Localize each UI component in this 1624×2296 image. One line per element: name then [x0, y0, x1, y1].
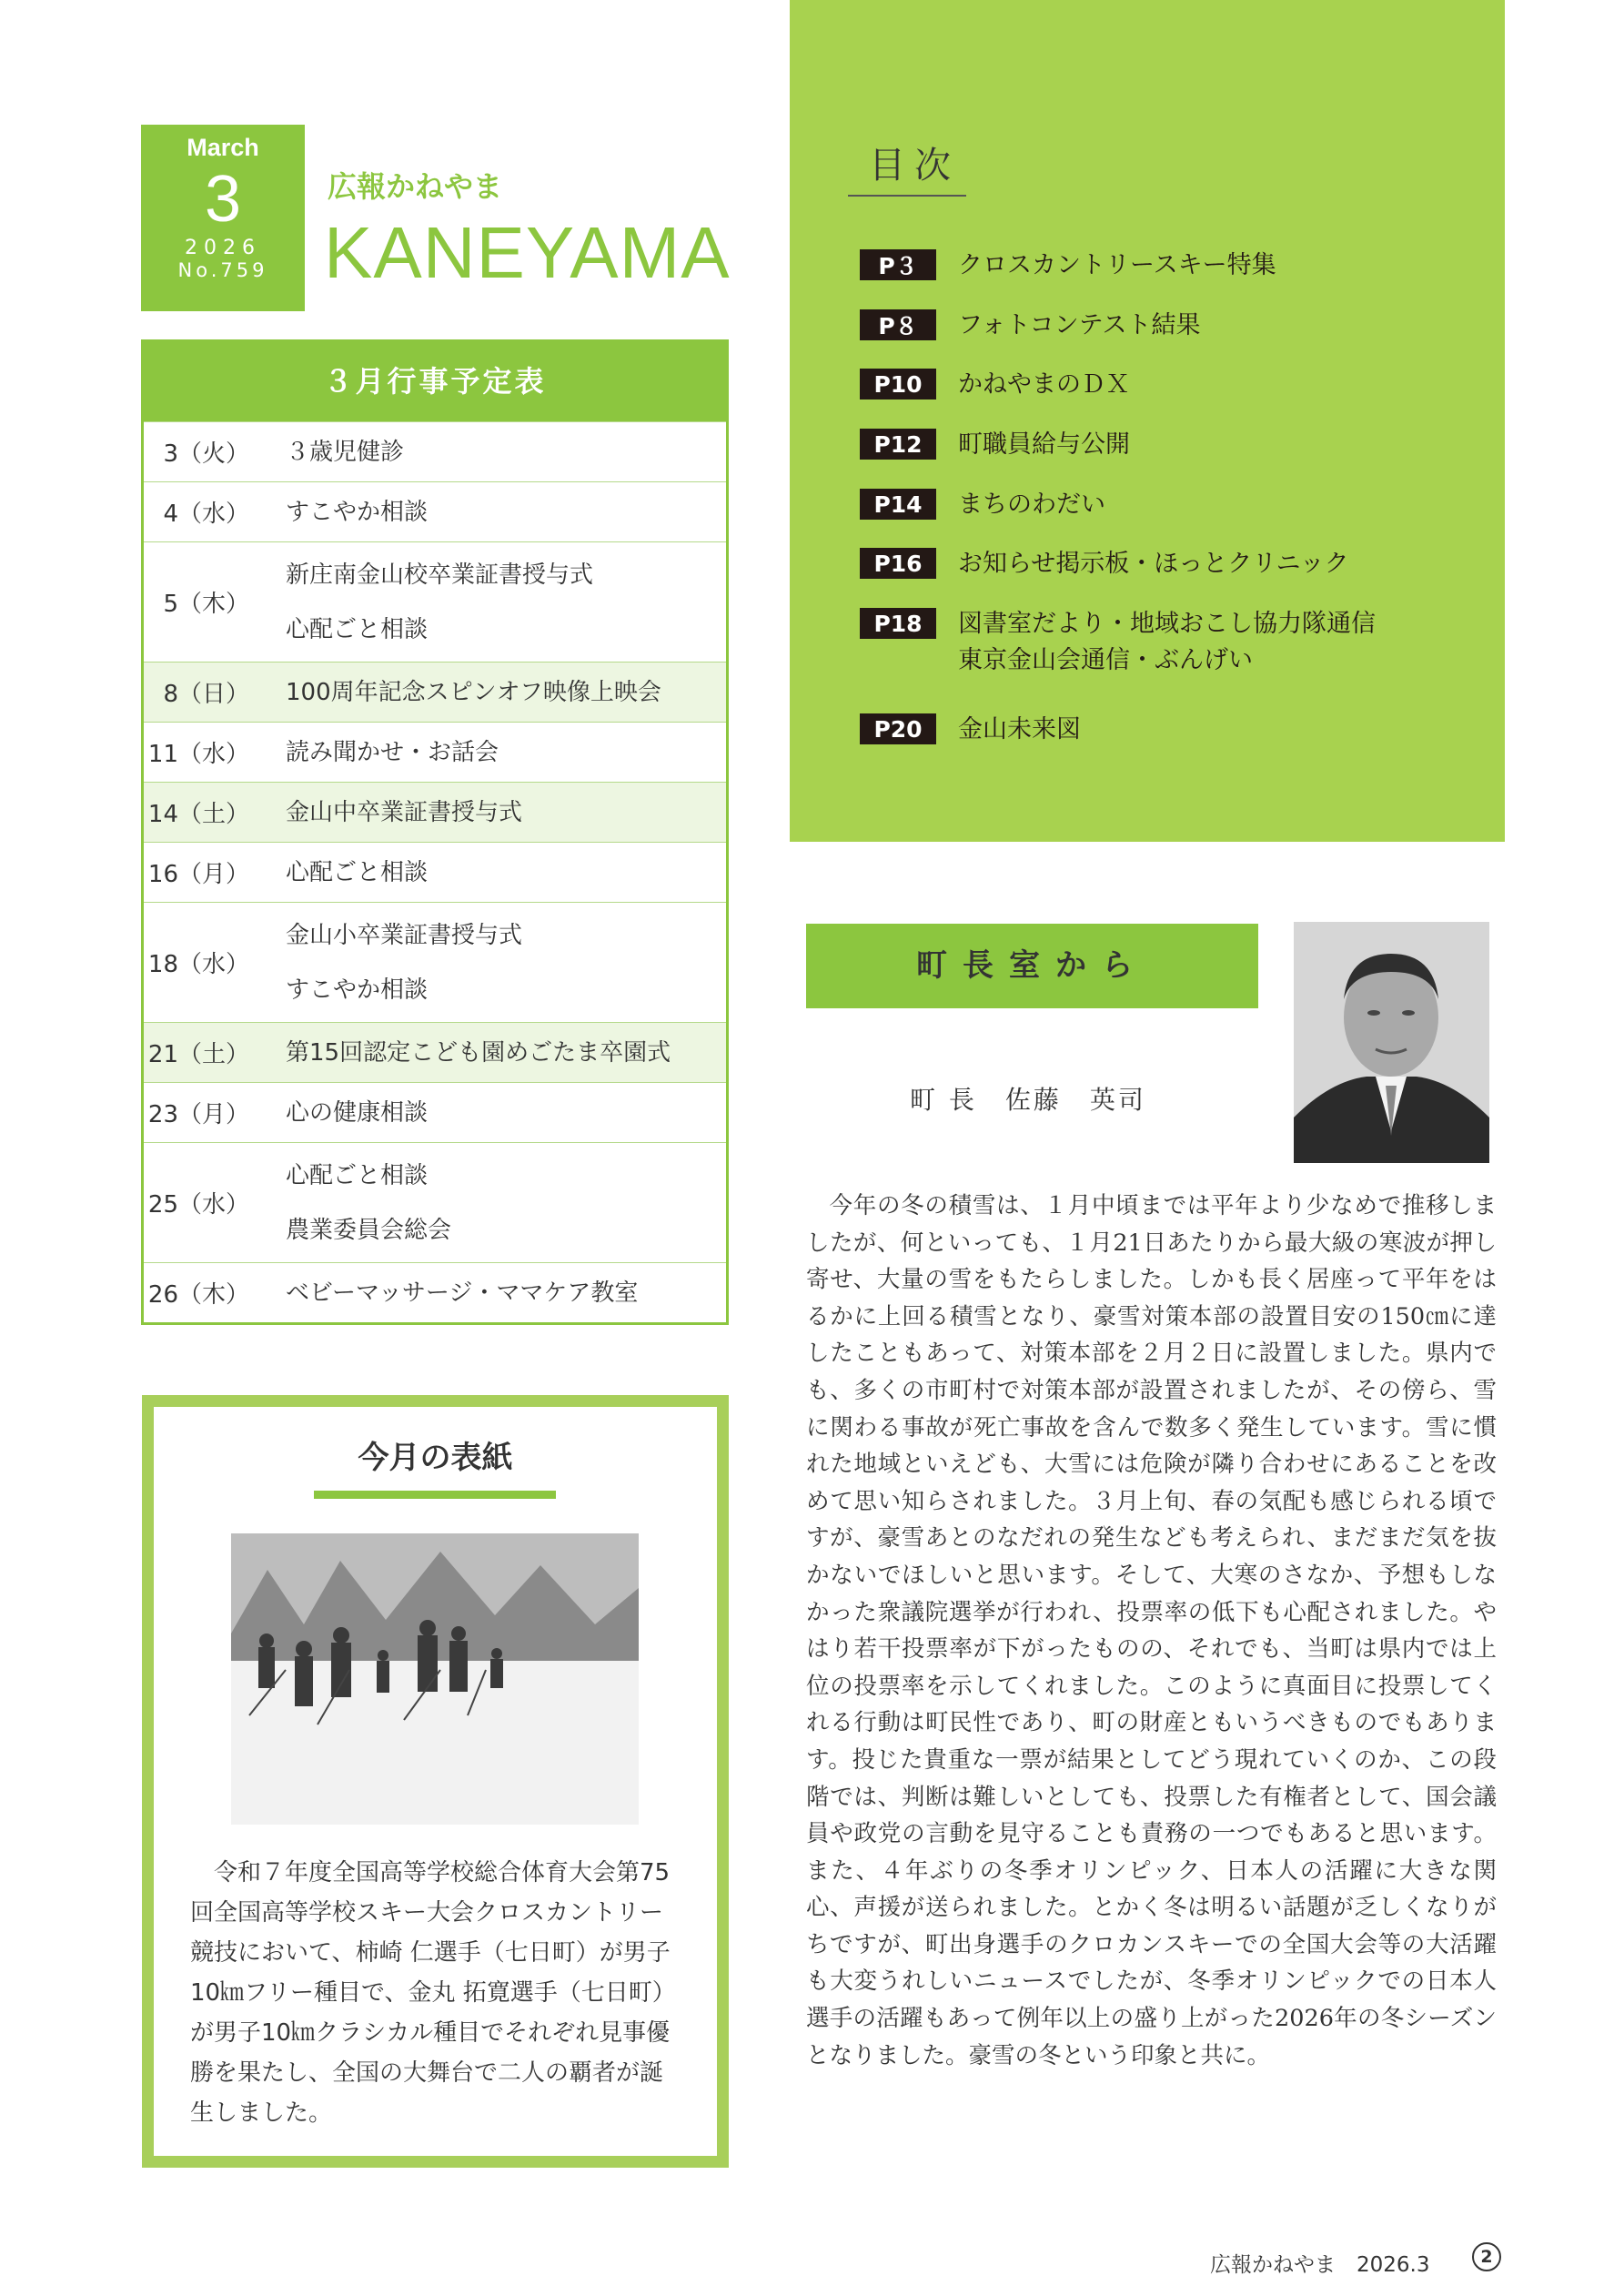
toc-item	[860, 712, 1081, 748]
schedule-events	[262, 783, 726, 842]
schedule-row	[144, 662, 726, 722]
schedule-events	[262, 723, 726, 782]
cover-box	[142, 1395, 729, 2168]
schedule-date: 8（日）	[163, 681, 249, 708]
schedule-event: 心配ごと相談	[286, 1161, 429, 1189]
schedule-row	[144, 1142, 726, 1262]
schedule-row	[144, 842, 726, 902]
schedule-event: ３歳児健診	[286, 438, 405, 466]
schedule-event: すこやか相談	[286, 976, 429, 1004]
footer-label: 広報かねやま 2026.3	[1210, 2253, 1430, 2277]
toc-item	[860, 546, 1349, 582]
schedule-events	[262, 482, 726, 541]
toc-page-label: P８	[860, 309, 936, 340]
issue-number: No.759	[177, 259, 268, 281]
schedule-date: 5（木）	[163, 591, 249, 618]
toc-item	[860, 367, 1130, 403]
schedule-event: 心配ごと相談	[286, 615, 429, 643]
schedule-events	[262, 1083, 726, 1142]
schedule-events	[262, 1263, 726, 1322]
schedule-event: 第15回認定こども園めごたま卒園式	[286, 1038, 671, 1067]
toc-entry	[958, 546, 1349, 582]
schedule-event: すこやか相談	[286, 498, 429, 526]
schedule-row	[144, 1262, 726, 1322]
schedule-date: 21（土）	[147, 1041, 249, 1068]
schedule-event: ベビーマッサージ・ママケア教室	[286, 1279, 639, 1307]
issue-year: 2026	[185, 237, 261, 259]
toc-page-label: P16	[860, 548, 936, 579]
schedule-event: 100周年記念スピンオフ映像上映会	[286, 678, 661, 706]
mayor-name: 町 長 佐藤 英司	[910, 1085, 1146, 1115]
toc-entry-title: クロスカントリースキー特集	[958, 251, 1276, 279]
toc-entry-title: 図書室だより・地域おこし協力隊通信	[958, 610, 1376, 638]
mayor-message: 今年の冬の積雪は、１月中頃までは平年より少なめで推移しましたが、何といっても、１月21日あたりから最大級の寒波が押し寄せ、大量の雪をもたらしました。しかも長く居座って平年をはるかに上回る積雪となり、豪雪対策本部の設置目安の150㎝に達したこともあって、対策本部を２月２日に設置しました。県内でも、多くの市町村で対策本部が設置されましたが、その傍ら、雪に関わる事故が死亡事故を含んで数多く発生しています。雪に慣れた地域といえども、大雪には危険が隣り合わせにあることを改めて思い知らされました。３月上旬、春の気配も感じられる頃ですが、豪雪あとのなだれの発生なども考えられ、まだまだ気を抜かないでほしいと思います。そして、大寒のさなか、予想もしなかった衆議院選挙が行われ、投票率の低下も心配されました。やはり若干投票率が下がったものの、それでも、当町は県内では上位の投票率を示してくれました。このように真面目に投票してくれる行動は町民性であり、町の財産ともいうべきものでもあります。投じた貴重な一票が結果としてどう現れていくのか、この段階では、判断は難しいとしても、投票した有権者として、国会議員や政党の言動を見守ることも責務の一つでもあると思います。また、４年ぶりの冬季オリンピック、日本人の活躍に大きな関心、声援が送られました。とかく冬は明るい話題が乏しくなりがちですが、町出身選手のクロカンスキーでの全国大会等の大活躍も大変うれしいニュースでしたが、冬季オリンピックでの日本人選手の活躍もあって例年以上の盛り上がった2026年の冬シーズンとなりました。豪雪の冬という印象と共に。	[806, 1192, 1497, 2069]
toc-entry	[958, 712, 1081, 748]
mayor-section-banner: 町長室から	[806, 924, 1258, 1008]
schedule-row	[144, 722, 726, 782]
toc-item	[860, 606, 1376, 679]
schedule-row	[144, 1082, 726, 1142]
toc-page-label: P18	[860, 608, 936, 639]
schedule-event: 金山中卒業証書授与式	[286, 798, 523, 826]
schedule-event: 農業委員会総会	[286, 1216, 452, 1244]
issue-date-box	[141, 125, 305, 311]
toc-entry	[958, 487, 1105, 523]
schedule-date: 18（水）	[147, 951, 249, 978]
schedule-row	[144, 902, 726, 1022]
event-schedule-table	[141, 339, 729, 1325]
schedule-date: 11（水）	[147, 741, 249, 768]
toc-page-label: P14	[860, 489, 936, 520]
schedule-event: 読み聞かせ・お話会	[286, 738, 499, 766]
toc-entry	[958, 606, 1376, 679]
page-number: 2	[1472, 2242, 1501, 2271]
schedule-event: 新庄南金山校卒業証書授与式	[286, 561, 594, 589]
schedule-events	[262, 1023, 726, 1082]
schedule-row	[144, 1022, 726, 1082]
toc-entry-title: 町職員給与公開	[958, 430, 1130, 459]
schedule-event: 心配ごと相談	[286, 858, 429, 886]
toc-entry-title: フォトコンテスト結果	[958, 311, 1201, 339]
schedule-events	[262, 843, 726, 902]
schedule-events	[262, 903, 726, 1022]
toc-item	[860, 248, 1276, 284]
toc-entry-title: まちのわだい	[958, 491, 1105, 519]
schedule-event: 金山小卒業証書授与式	[286, 921, 523, 949]
schedule-date: 14（土）	[147, 801, 249, 828]
schedule-events	[262, 663, 726, 722]
toc-entry	[958, 367, 1130, 403]
paper-name: 広報かねやま	[328, 169, 503, 204]
schedule-row	[144, 421, 726, 481]
toc-entry-subtitle: 東京金山会通信・ぶんげい	[958, 646, 1253, 674]
toc-title-underline	[848, 195, 966, 197]
toc-entry	[958, 248, 1276, 284]
schedule-date: 3（火）	[163, 440, 249, 468]
toc-item	[860, 308, 1201, 344]
toc-entry	[958, 308, 1201, 344]
schedule-events	[262, 1143, 726, 1262]
schedule-row	[144, 541, 726, 662]
mayor-portrait	[1294, 922, 1489, 1163]
issue-month: March	[187, 134, 259, 161]
toc-page-label: P10	[860, 369, 936, 400]
cover-title: 今月の表紙	[358, 1440, 513, 1476]
toc-page-label: P３	[860, 249, 936, 280]
schedule-date: 25（水）	[147, 1191, 249, 1219]
schedule-events	[262, 542, 726, 662]
cover-photo	[231, 1533, 639, 1825]
schedule-date: 23（月）	[147, 1101, 249, 1128]
toc-entry-title: 金山未来図	[958, 715, 1081, 743]
schedule-events	[262, 422, 726, 481]
cover-title-underline	[314, 1491, 556, 1499]
toc-item	[860, 487, 1105, 523]
schedule-row	[144, 481, 726, 541]
cover-description: 令和７年度全国高等学校総合体育大会第75回全国高等学校スキー大会クロスカントリー競技において、柿崎 仁選手（七日町）が男子10㎞フリー種目で、金丸 拓寛選手（七日町）が男子10㎞クラシカル種目でそれぞれ見事優勝を果たし、全国の大舞台で二人の覇者が誕生しました。	[190, 1859, 676, 2127]
toc-entry-title: お知らせ掲示板・ほっとクリニック	[958, 550, 1349, 578]
toc-item	[860, 427, 1130, 463]
issue-day: 3	[204, 163, 242, 236]
schedule-date: 4（水）	[163, 501, 249, 528]
schedule-event: 心の健康相談	[286, 1098, 429, 1127]
toc-entry	[958, 427, 1130, 463]
toc-title: 目次	[869, 145, 960, 187]
schedule-title: ３月行事予定表	[144, 342, 726, 421]
schedule-date: 16（月）	[147, 861, 249, 888]
toc-page-label: P12	[860, 429, 936, 460]
schedule-date: 26（木）	[147, 1281, 249, 1309]
toc-page-label: P20	[860, 713, 936, 744]
schedule-row	[144, 782, 726, 842]
brand-logo-text: KANEYAMA	[324, 212, 731, 293]
toc-entry-title: かねやまのＤＸ	[958, 370, 1130, 399]
